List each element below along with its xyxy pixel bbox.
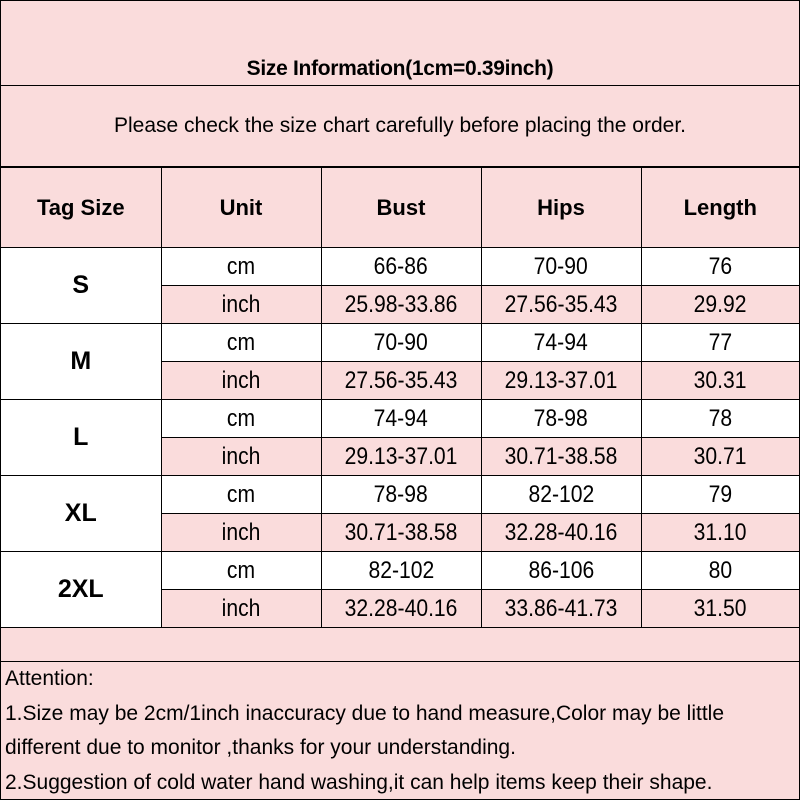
hips-cell: 74-94 — [481, 324, 641, 362]
subtitle: Please check the size chart carefully before placing the order. — [114, 114, 686, 137]
tag-size-cell: L — [1, 400, 161, 476]
length-cell: 79 — [641, 476, 799, 514]
unit-cell: cm — [161, 324, 321, 362]
bust-cell: 30.71-38.58 — [321, 514, 481, 552]
size-table — [1, 167, 799, 628]
unit-cell: cm — [161, 552, 321, 590]
bust-cell: 70-90 — [321, 324, 481, 362]
header-length: Length — [641, 168, 799, 248]
hips-cell: 86-106 — [481, 552, 641, 590]
bust-cell: 74-94 — [321, 400, 481, 438]
hips-cell: 33.86-41.73 — [481, 590, 641, 628]
bust-cell: 82-102 — [321, 552, 481, 590]
header-hips: Hips — [481, 168, 641, 248]
length-cell: 77 — [641, 324, 799, 362]
subtitle-row — [1, 86, 799, 167]
header-row — [1, 168, 799, 248]
hips-cell: 32.28-40.16 — [481, 514, 641, 552]
header-tag-size: Tag Size — [1, 168, 161, 248]
hips-cell: 29.13-37.01 — [481, 362, 641, 400]
note-line: 2.Suggestion of cold water hand washing,it can help items keep their shape. — [5, 770, 713, 794]
length-cell: 76 — [641, 248, 799, 286]
length-cell: 80 — [641, 552, 799, 590]
bust-cell: 27.56-35.43 — [321, 362, 481, 400]
hips-cell: 82-102 — [481, 476, 641, 514]
bust-cell: 66-86 — [321, 248, 481, 286]
table-row — [1, 248, 799, 286]
hips-cell: 30.71-38.58 — [481, 438, 641, 476]
bust-cell: 25.98-33.86 — [321, 286, 481, 324]
length-cell: 31.50 — [641, 590, 799, 628]
tag-size-cell: 2XL — [1, 552, 161, 628]
unit-cell: cm — [161, 476, 321, 514]
length-cell: 30.31 — [641, 362, 799, 400]
attention-notes — [1, 661, 799, 799]
header-bust: Bust — [321, 168, 481, 248]
hips-cell: 78-98 — [481, 400, 641, 438]
length-cell: 31.10 — [641, 514, 799, 552]
unit-cell: cm — [161, 248, 321, 286]
page-title: Size Information(1cm=0.39inch) — [246, 57, 554, 80]
table-row — [1, 552, 799, 590]
bust-cell: 32.28-40.16 — [321, 590, 481, 628]
hips-cell: 27.56-35.43 — [481, 286, 641, 324]
table-row — [1, 400, 799, 438]
tag-size-cell: M — [1, 324, 161, 400]
bust-cell: 29.13-37.01 — [321, 438, 481, 476]
tag-size-cell: XL — [1, 476, 161, 552]
length-cell: 78 — [641, 400, 799, 438]
unit-cell: inch — [161, 590, 321, 628]
table-row — [1, 324, 799, 362]
header-unit: Unit — [161, 168, 321, 248]
length-cell: 29.92 — [641, 286, 799, 324]
table-row — [1, 476, 799, 514]
unit-cell: cm — [161, 400, 321, 438]
unit-cell: inch — [161, 362, 321, 400]
notes-heading: Attention: — [5, 667, 94, 690]
unit-cell: inch — [161, 514, 321, 552]
bust-cell: 78-98 — [321, 476, 481, 514]
note-line: 1.Size may be 2cm/1inch inaccuracy due to hand measure,Color may be little — [5, 701, 725, 725]
unit-cell: inch — [161, 438, 321, 476]
length-cell: 30.71 — [641, 438, 799, 476]
unit-cell: inch — [161, 286, 321, 324]
title-row — [1, 1, 799, 86]
size-table-body — [1, 248, 799, 628]
note-line: different due to monitor ,thanks for your understanding. — [5, 736, 516, 759]
hips-cell: 70-90 — [481, 248, 641, 286]
tag-size-cell: S — [1, 248, 161, 324]
